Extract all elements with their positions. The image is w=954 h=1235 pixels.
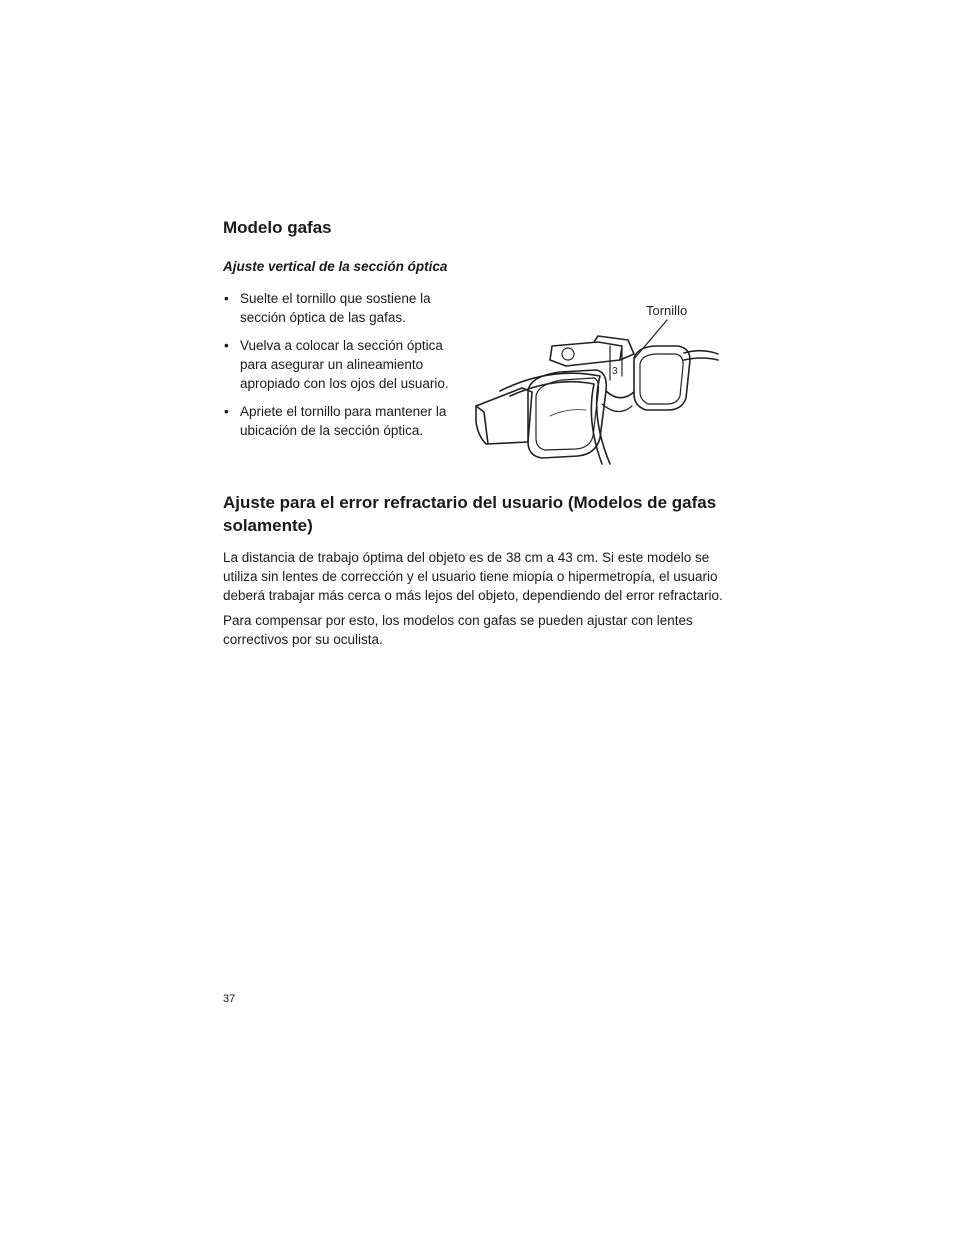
glasses-illustration-icon [470, 296, 730, 471]
screw-icon [562, 348, 574, 360]
callout-line [634, 320, 667, 359]
bridge [606, 391, 634, 398]
left-lens [528, 370, 606, 458]
page-number: 37 [223, 993, 236, 1005]
section-subtitle: Ajuste vertical de la sección óptica [223, 259, 448, 274]
list-item-text: Apriete el tornillo para mantener la ubicación de la sección óptica. [240, 404, 447, 438]
paragraph-corrective-lenses: Para compensar por esto, los modelos con gafas se pueden ajustar con lentes correctivos por su oculista. [223, 613, 693, 647]
list-item [223, 289, 468, 327]
section2-title: Ajuste para el error refractario del usuario (Modelos de gafas solamente) [223, 493, 717, 535]
instruction-list [223, 289, 468, 449]
list-item-text: Vuelva a colocar la sección óptica para asegurar un alineamiento apropiado con los ojos del usuario. [240, 338, 449, 391]
optical-section [550, 342, 622, 366]
paragraph-working-distance: La distancia de trabajo óptima del objeto es de 38 cm a 43 cm. Si este modelo se utiliza sin lentes de corrección y el usuario tiene miopía o hipermetropía, el usuario deberá trabajar más cerca o más lejos del objeto, dependiendo del error refractario. [223, 550, 723, 603]
section-title: Modelo gafas [223, 218, 332, 237]
bullet-dot-icon: • [224, 404, 229, 419]
svg-text:3: 3 [612, 366, 618, 377]
list-item [223, 336, 468, 393]
screw-label: Tornillo [646, 303, 688, 318]
bullet-dot-icon: • [224, 291, 229, 306]
list-item [223, 402, 468, 440]
bullet-dot-icon: • [224, 338, 229, 353]
list-item-text: Suelte el tornillo que sostiene la sección óptica de las gafas. [240, 291, 431, 325]
